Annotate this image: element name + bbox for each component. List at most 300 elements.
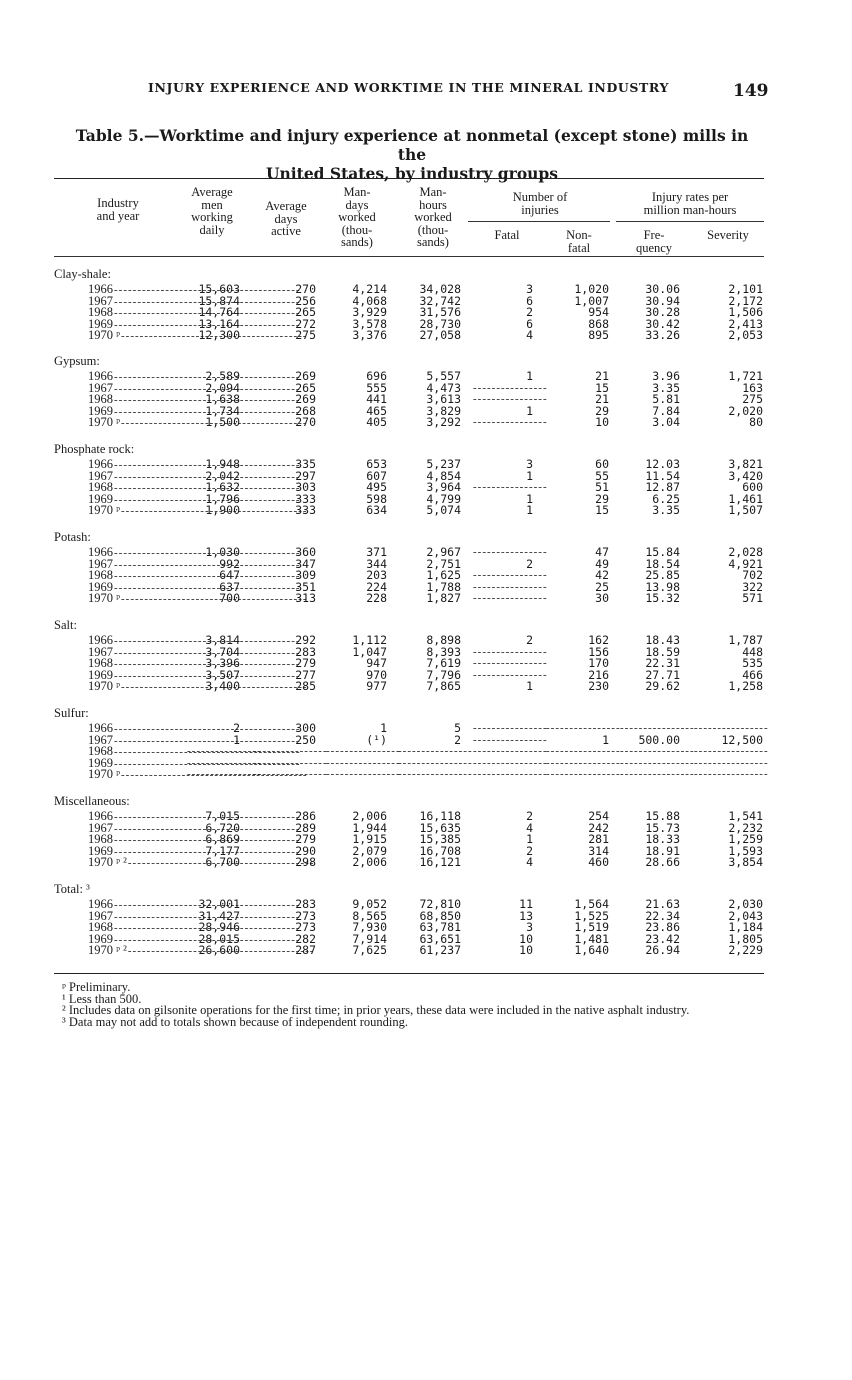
man-hours-cell: 27,058 [419,328,461,343]
frequency-cell: 25.85 [645,568,680,583]
severity-cell: 1,787 [728,633,763,647]
severity-cell: 3,420 [728,468,763,483]
avg-days-cell: 256 [295,293,316,308]
injuries-header-rule [468,221,610,222]
man-days-cell: 371 [366,545,387,559]
year-cell: 1969 ----- [88,933,175,945]
severity-cell: 12,500 [721,732,763,747]
avg-days-cell: 333 [295,503,316,518]
fatal-cell: 13 [519,908,533,923]
avg-men-cell: 637 [219,579,240,594]
man-days-cell: 495 [366,480,387,495]
man-hours-cell: 5,074 [426,503,461,518]
severity-cell: 571 [742,591,763,606]
fatal-cell: 2 [526,809,533,823]
frequency-cell: 15.88 [645,809,680,823]
fatal-cell-empty: ---------------- [473,657,548,670]
avg-men-cell: 3,704 [205,644,240,659]
header-frequency: Fre- quency [635,228,673,255]
nonfatal-cell: 460 [588,855,609,870]
avg-men-cell: 15,603 [198,282,240,296]
footnotes [54,982,764,1028]
frequency-cell: 7.84 [652,403,680,418]
avg-men-cell: 12,300 [198,328,240,343]
year-cell: 1967 ----- [88,558,175,570]
man-hours-cell: 34,028 [419,282,461,296]
avg-men-cell: 13,164 [198,316,240,331]
table-title-line-1: Table 5.—Worktime and injury experience at nonmetal (except stone) mills in the [75,126,749,164]
fatal-cell-empty: ---------------- [473,393,548,406]
man-hours-cell: 31,576 [419,305,461,320]
frequency-cell: 500.00 [638,732,680,747]
man-hours-cell: 2,967 [426,545,461,559]
severity-cell: 2,028 [728,545,763,559]
fatal-cell: 1 [526,403,533,418]
nonfatal-cell: 60 [595,457,609,471]
fatal-cell: 6 [526,293,533,308]
table-row [0,757,852,769]
avg-days-cell: 272 [295,316,316,331]
nonfatal-cell: 1,007 [574,293,609,308]
fatal-cell: 4 [526,820,533,835]
avg-men-cell: 28,015 [198,931,240,946]
avg-men-cell: 700 [219,591,240,606]
year-cell: 1970 ᵖ ² ----- [88,856,175,868]
nonfatal-cell: 954 [588,305,609,320]
man-days-cell: 1,047 [352,644,387,659]
frequency-cell: 30.94 [645,293,680,308]
nonfatal-cell-empty: ---------------- [546,756,621,769]
fatal-cell: 1 [526,503,533,518]
header-severity: Severity [707,228,749,242]
fatal-cell-empty: ---------------- [473,416,548,429]
nonfatal-cell: 868 [588,316,609,331]
fatal-cell-empty: ---------------- [473,546,548,558]
avg-men-cell: 1 [233,732,240,747]
frequency-cell: 18.33 [645,832,680,847]
year-cell: 1969 ----- [88,757,175,769]
avg-days-cell: 289 [295,820,316,835]
frequency-cell: 6.25 [652,491,680,506]
table-row [0,329,852,341]
severity-cell: 2,232 [728,820,763,835]
year-cell: 1969 ----- [88,493,175,505]
nonfatal-cell-empty: ---------------- [546,768,621,781]
avg-men-cell: 1,632 [205,480,240,495]
year-cell: 1968 ----- [88,745,175,757]
nonfatal-cell: 1,525 [574,908,609,923]
severity-cell: 448 [742,644,763,659]
man-days-cell: 598 [366,491,387,506]
year-cell: 1966 ----- [88,898,175,910]
nonfatal-cell: 15 [595,503,609,518]
avg-men-cell: 26,600 [198,943,240,958]
header-average-days-active: Average days active [265,199,307,238]
man-hours-cell: 2,751 [426,556,461,571]
nonfatal-cell: 1,564 [574,897,609,911]
frequency-cell: 3.04 [652,415,680,430]
frequency-cell: 22.31 [645,656,680,671]
man-days-cell-empty: ---------------- [326,745,401,758]
severity-cell: 163 [742,380,763,395]
man-days-cell: 7,625 [352,943,387,958]
avg-days-cell: 292 [295,633,316,647]
avg-days-cell: 309 [295,568,316,583]
year-cell: 1970 ᵖ ----- [88,680,175,692]
table-row [0,680,852,692]
avg-men-cell-empty: ---------------- [187,745,262,758]
avg-men-cell: 2 [233,721,240,735]
running-head: INJURY EXPERIENCE AND WORKTIME IN THE MINERAL INDUSTRY [148,80,670,95]
man-hours-cell: 1,625 [426,568,461,583]
man-hours-cell: 16,121 [419,855,461,870]
year-cell: 1970 ᵖ ----- [88,416,175,428]
nonfatal-cell: 30 [595,591,609,606]
nonfatal-cell: 170 [588,656,609,671]
avg-days-cell: 333 [295,491,316,506]
avg-men-cell: 6,700 [205,855,240,870]
frequency-cell: 22.34 [645,908,680,923]
year-cell: 1970 ᵖ ----- [88,768,175,780]
fatal-cell: 1 [526,491,533,506]
nonfatal-cell: 281 [588,832,609,847]
man-hours-cell: 3,613 [426,392,461,407]
year-cell: 1968 ----- [88,393,175,405]
group-label: Gypsum: [54,354,100,368]
fatal-cell-empty: ---------------- [473,481,548,494]
frequency-cell: 26.94 [645,943,680,958]
header-injury-rates: Injury rates per million man-hours [643,190,737,217]
frequency-cell-empty: ---------------- [620,745,695,758]
nonfatal-cell: 49 [595,556,609,571]
footnote-preliminary: ᵖ Preliminary. [62,980,131,994]
table-row [0,592,852,604]
man-days-cell: 607 [366,468,387,483]
frequency-cell: 15.32 [645,591,680,606]
group-label: Salt: [54,618,77,632]
severity-cell: 1,593 [728,843,763,858]
avg-men-cell: 3,814 [205,633,240,647]
man-hours-cell: 8,898 [426,633,461,647]
frequency-cell: 18.59 [645,644,680,659]
avg-men-cell: 15,874 [198,293,240,308]
severity-cell: 1,805 [728,931,763,946]
man-hours-cell: 1,827 [426,591,461,606]
avg-days-cell-empty: ---------------- [253,768,328,781]
nonfatal-cell: 156 [588,644,609,659]
table-row [0,944,852,956]
man-hours-cell: 7,619 [426,656,461,671]
man-days-cell: 634 [366,503,387,518]
frequency-cell: 18.91 [645,843,680,858]
rates-header-rule [616,221,764,222]
avg-days-cell: 282 [295,931,316,946]
avg-men-cell: 1,734 [205,403,240,418]
man-hours-cell: 32,742 [419,293,461,308]
group-label: Phosphate rock: [54,442,135,456]
man-days-cell: 653 [366,457,387,471]
man-days-cell: 2,006 [352,855,387,870]
severity-cell: 2,030 [728,897,763,911]
group-label: Miscellaneous: [54,794,130,808]
avg-days-cell: 265 [295,305,316,320]
severity-cell: 2,172 [728,293,763,308]
fatal-cell-empty: ---------------- [473,722,548,734]
man-days-cell: 8,565 [352,908,387,923]
man-days-cell: 9,052 [352,897,387,911]
page-number: 149 [733,81,769,101]
man-hours-cell: 72,810 [419,897,461,911]
year-cell: 1967 ----- [88,295,175,307]
year-cell: 1967 ----- [88,910,175,922]
man-days-cell: 1,944 [352,820,387,835]
year-cell: 1967 ----- [88,734,175,746]
footnote-3: ³ Data may not add to totals shown because of independent rounding. [62,1014,409,1029]
avg-men-cell: 3,396 [205,656,240,671]
avg-men-cell: 992 [219,556,240,571]
nonfatal-cell: 29 [595,491,609,506]
severity-cell-empty: ---------------- [694,745,769,758]
man-hours-cell: 7,865 [426,679,461,694]
fatal-cell: 3 [526,920,533,935]
man-hours-cell: 16,118 [419,809,461,823]
man-hours-cell: 15,635 [419,820,461,835]
nonfatal-cell: 1,481 [574,931,609,946]
frequency-cell: 15.73 [645,820,680,835]
man-hours-cell: 3,829 [426,403,461,418]
frequency-cell: 33.26 [645,328,680,343]
avg-men-cell: 3,507 [205,667,240,682]
fatal-cell-empty: ---------------- [473,768,548,781]
frequency-cell: 30.28 [645,305,680,320]
group-label: Total: ³ [54,882,90,896]
frequency-cell: 11.54 [645,468,680,483]
man-days-cell: 947 [366,656,387,671]
avg-men-cell: 6,720 [205,820,240,835]
header-industry-and-year: Industry and year [96,196,140,223]
year-cell: 1969 ----- [88,405,175,417]
man-hours-cell: 8,393 [426,644,461,659]
man-hours-cell: 68,850 [419,908,461,923]
severity-cell-empty: ---------------- [694,756,769,769]
man-days-cell: 696 [366,369,387,383]
man-days-cell: 4,068 [352,293,387,308]
man-hours-cell: 63,651 [419,931,461,946]
avg-days-cell: 351 [295,579,316,594]
avg-days-cell: 297 [295,468,316,483]
frequency-cell: 3.35 [652,380,680,395]
avg-men-cell: 7,177 [205,843,240,858]
frequency-cell: 15.84 [645,545,680,559]
man-days-cell: 555 [366,380,387,395]
avg-days-cell: 290 [295,843,316,858]
avg-days-cell: 347 [295,556,316,571]
table-row [0,416,852,428]
avg-men-cell: 1,796 [205,491,240,506]
man-days-cell: 1,915 [352,832,387,847]
fatal-cell: 4 [526,855,533,870]
year-cell: 1966 ----- [88,370,175,382]
avg-days-cell: 269 [295,369,316,383]
group-label: Sulfur: [54,706,89,720]
man-hours-cell: 3,292 [426,415,461,430]
frequency-cell: 3.96 [652,369,680,383]
fatal-cell: 1 [526,679,533,694]
man-days-cell: 7,914 [352,931,387,946]
avg-days-cell: 277 [295,667,316,682]
man-days-cell: 441 [366,392,387,407]
severity-cell: 3,821 [728,457,763,471]
fatal-cell-empty: ---------------- [473,580,548,593]
man-hours-cell: 4,854 [426,468,461,483]
avg-days-cell: 279 [295,832,316,847]
nonfatal-cell: 51 [595,480,609,495]
nonfatal-cell: 1,020 [574,282,609,296]
year-cell: 1966 ----- [88,458,175,470]
man-days-cell: (¹) [366,732,387,747]
man-days-cell: 224 [366,579,387,594]
fatal-cell: 11 [519,897,533,911]
man-hours-cell: 5,237 [426,457,461,471]
frequency-cell: 5.81 [652,392,680,407]
severity-cell: 322 [742,579,763,594]
man-days-cell-empty: ---------------- [326,768,401,781]
frequency-cell: 12.03 [645,457,680,471]
frequency-cell: 30.06 [645,282,680,296]
fatal-cell: 2 [526,843,533,858]
avg-days-cell-empty: ---------------- [253,745,328,758]
avg-days-cell: 269 [295,392,316,407]
avg-men-cell: 14,764 [198,305,240,320]
nonfatal-cell: 254 [588,809,609,823]
severity-cell: 2,413 [728,316,763,331]
header-nonfatal: Non- fatal [566,228,592,255]
year-cell: 1969 ----- [88,669,175,681]
man-days-cell-empty: ---------------- [326,756,401,769]
avg-men-cell: 1,500 [205,415,240,430]
frequency-cell: 23.42 [645,931,680,946]
year-cell: 1968 ----- [88,306,175,318]
man-days-cell: 1 [380,721,387,735]
year-cell: 1967 ----- [88,382,175,394]
man-hours-cell: 1,788 [426,579,461,594]
man-days-cell: 1,112 [352,633,387,647]
avg-men-cell: 1,638 [205,392,240,407]
avg-days-cell: 275 [295,328,316,343]
man-hours-cell: 3,964 [426,480,461,495]
avg-days-cell: 287 [295,943,316,958]
year-cell: 1968 ----- [88,657,175,669]
avg-men-cell: 7,015 [205,809,240,823]
avg-days-cell: 268 [295,403,316,418]
fatal-cell: 2 [526,305,533,320]
fatal-cell: 1 [526,832,533,847]
severity-cell: 80 [749,415,763,430]
frequency-cell: 18.54 [645,556,680,571]
nonfatal-cell: 55 [595,468,609,483]
group-label: Clay-shale: [54,267,111,281]
avg-days-cell-empty: ---------------- [253,756,328,769]
fatal-cell: 3 [526,457,533,471]
table-row [0,734,852,746]
avg-days-cell: 265 [295,380,316,395]
nonfatal-cell-empty: ---------------- [546,745,621,758]
group-label: Potash: [54,530,91,544]
frequency-cell-empty: ---------------- [620,768,695,781]
table-bottom-rule [54,973,764,974]
severity-cell: 2,101 [728,282,763,296]
man-hours-cell: 5,557 [426,369,461,383]
fatal-cell: 10 [519,943,533,958]
frequency-cell: 12.87 [645,480,680,495]
man-hours-cell: 16,708 [419,843,461,858]
nonfatal-cell: 1,640 [574,943,609,958]
severity-cell: 702 [742,568,763,583]
man-days-cell: 228 [366,591,387,606]
table-row [0,504,852,516]
avg-days-cell: 300 [295,721,316,735]
nonfatal-cell: 216 [588,667,609,682]
fatal-cell-empty: ---------------- [473,745,548,758]
nonfatal-cell-empty: ---------------- [546,722,621,734]
frequency-cell: 18.43 [645,633,680,647]
year-cell: 1970 ᵖ ² ----- [88,944,175,956]
avg-men-cell: 32,001 [198,897,240,911]
frequency-cell-empty: ---------------- [620,756,695,769]
man-hours-cell-empty: ---------------- [398,756,473,769]
severity-cell: 1,721 [728,369,763,383]
fatal-cell: 6 [526,316,533,331]
severity-cell: 275 [742,392,763,407]
avg-men-cell: 647 [219,568,240,583]
man-days-cell: 405 [366,415,387,430]
footnote-2: ² Includes data on gilsonite operations for the first time; in prior years, these data were included in the native asphalt industry. [62,1003,690,1017]
man-days-cell: 970 [366,667,387,682]
fatal-cell-empty: ---------------- [473,381,548,394]
fatal-cell-empty: ---------------- [473,668,548,681]
year-cell: 1968 ----- [88,833,175,845]
avg-days-cell: 279 [295,656,316,671]
man-hours-cell-empty: ---------------- [398,745,473,758]
avg-days-cell: 360 [295,545,316,559]
footnote-1: ¹ Less than 500. [62,991,142,1006]
fatal-cell-empty: ---------------- [473,592,548,605]
nonfatal-cell: 10 [595,415,609,430]
avg-days-cell: 273 [295,920,316,935]
frequency-cell: 27.71 [645,667,680,682]
avg-days-cell: 313 [295,591,316,606]
man-hours-cell: 15,385 [419,832,461,847]
severity-cell: 535 [742,656,763,671]
severity-cell-empty: ---------------- [694,722,769,734]
severity-cell: 2,043 [728,908,763,923]
nonfatal-cell: 21 [595,369,609,383]
severity-cell: 2,229 [728,943,763,958]
frequency-cell: 21.63 [645,897,680,911]
man-days-cell: 7,930 [352,920,387,935]
avg-men-cell: 1,030 [205,545,240,559]
avg-days-cell: 283 [295,644,316,659]
avg-men-cell: 1,948 [205,457,240,471]
avg-days-cell: 250 [295,732,316,747]
nonfatal-cell: 29 [595,403,609,418]
avg-men-cell: 1,900 [205,503,240,518]
avg-men-cell-empty: ---------------- [187,768,262,781]
avg-days-cell: 298 [295,855,316,870]
fatal-cell-empty: ---------------- [473,733,548,746]
nonfatal-cell: 242 [588,820,609,835]
avg-men-cell: 2,094 [205,380,240,395]
